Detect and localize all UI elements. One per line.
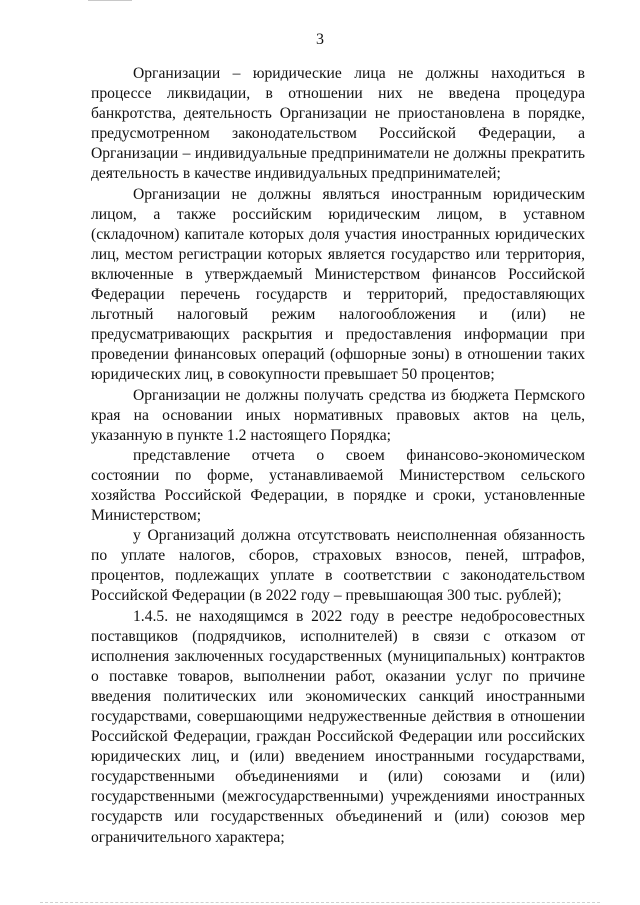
paragraph-foreign-entity-requirement: Организации не должны являться иностранным юридическим лицом, а также российским юридическим лицом, в уставном (складочном) капитале которых доля участия иностранных юридических лиц, местом регистрации которых является государство или территория, включенные в утверждаемый Министерством финансов Российской Федерации перечень государств и территорий, предоставляющих льготный налоговый режим налогообложения и (или) не предусматривающих раскрытия и предоставления информации при проведении финансовых операций (офшорные зоны) в отношении таких юридических лиц, в совокупности превышает 50 процентов; [91,185,585,384]
paragraph-budget-funds-requirement: Организации не должны получать средства из бюджета Пермского края на основании иных нормативных правовых актов на цель, указанную в пункте 1.2 настоящего Порядка; [91,386,585,444]
scan-edge-mark-bottom [40,902,600,904]
scan-edge-mark [88,0,132,1]
paragraph-clause-1-4-5: 1.4.5. не находящимся в 2022 году в реестре недобросовестных поставщиков (подрядчиков, исполнителей) в связи с отказом от исполнения заключенных государственных (муниципальных) контрактов о поставке товаров, выполнении работ, оказании услуг по причине введения политических или экономических санкций иностранными государствами, совершающими недружественные действия в отношении Российской Федерации, граждан Российской Федерации или российских юридических лиц, и (или) введением иностранными государствами, государственными объединениями и (или) союзами и (или) государственными (межгосударственными) учреждениями иностранных государств или государственных объединений и (или) союзов мер ограничительного характера; [91,607,585,846]
document-body [91,64,585,848]
page-number: 3 [316,31,324,48]
paragraph-liquidation-requirement: Организации – юридические лица не должны находиться в процессе ликвидации, в отношении них не введена процедура банкротства, деятельность Организации не приостановлена в порядке, предусмотренном законодательством Российской Федерации, а Организации – индивидуальные предприниматели не должны прекратить деятельность в качестве индивидуальных предпринимателей; [91,65,585,183]
paragraph-financial-report-requirement: представление отчета о своем финансово-экономическом состоянии по форме, устанавливаемой Министерством сельского хозяйства Российской Федерации, в порядке и сроки, установленные Министерством; [91,446,585,525]
paragraph-tax-arrears-requirement: у Организаций должна отсутствовать неисполненная обязанность по уплате налогов, сборов, страховых взносов, пеней, штрафов, процентов, подлежащих уплате в соответствии с законодательством Российской Федерации (в 2022 году – превышающая 300 тыс. рублей); [91,527,585,605]
